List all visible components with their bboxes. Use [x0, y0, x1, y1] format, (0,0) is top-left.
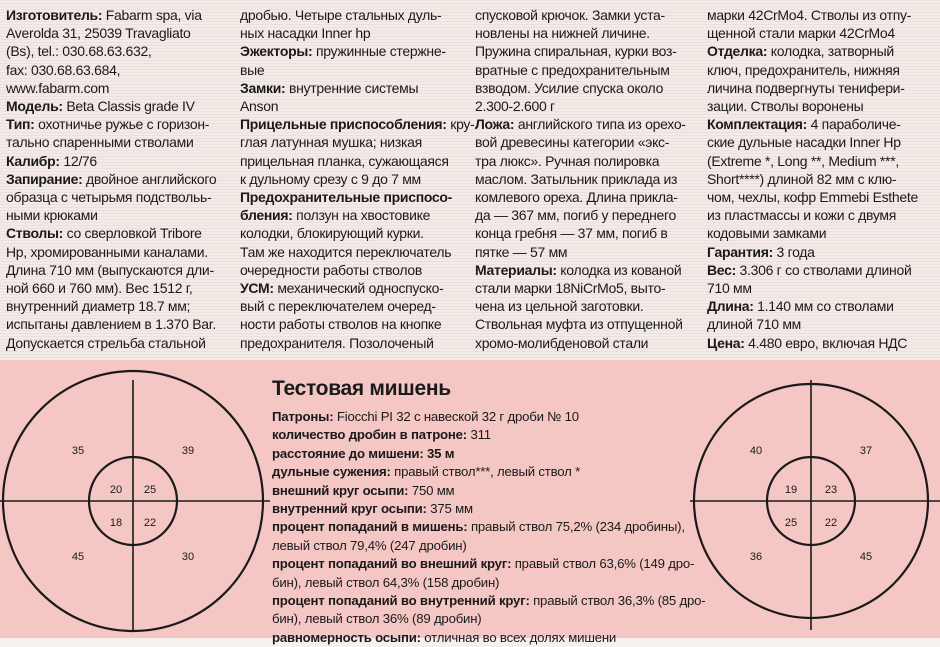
spec-line-text: 4.480 евро, включая НДС	[744, 334, 908, 351]
spec-line-label: Отделка:	[707, 43, 768, 60]
spec-line-text: Hp, хромированными каналами.	[6, 243, 208, 260]
spec-line	[707, 170, 935, 188]
spec-line-text: дробью. Четыре стальных дуль-	[240, 7, 442, 23]
spec-line	[707, 243, 935, 261]
spec-line	[6, 152, 234, 170]
spec-line-label: Материалы:	[475, 261, 557, 278]
spec-line	[6, 297, 234, 315]
spec-line-text: внутренние системы	[285, 79, 419, 96]
test-result-line	[272, 463, 692, 481]
spec-line-text: чом, чехлы, кофр Emmebi Esthete	[707, 189, 918, 206]
spec-line-text: длиной 710 мм	[707, 316, 801, 333]
right-target-diagram	[690, 380, 940, 635]
test-result-line-text: 311	[467, 427, 491, 443]
spec-line-text: кру-	[446, 116, 475, 133]
spec-line-label: УСМ:	[240, 280, 274, 297]
test-result-line	[272, 482, 692, 500]
spec-line	[707, 297, 935, 315]
spec-line-text: зации. Стволы воронены	[707, 98, 864, 115]
test-result-line	[272, 426, 692, 444]
spec-line-label: Предохранительные приспосо-	[240, 189, 453, 206]
test-result-line	[272, 500, 692, 518]
spec-line	[475, 24, 701, 42]
test-result-line-text: Fiocchi PI 32 с навеской 32 г дроби № 10	[333, 409, 579, 424]
spec-line	[6, 224, 234, 242]
spec-line	[240, 6, 468, 24]
spec-line	[707, 334, 935, 352]
spec-column-2	[240, 6, 475, 352]
spec-line-text: глая латунная мушка; низкая	[240, 134, 422, 151]
left-target-inner-br: 22	[143, 517, 157, 529]
spec-line-text: Пружина спиральная, курки воз-	[475, 43, 677, 60]
spec-line-text: Ствольная муфта из отпущенной	[475, 316, 683, 333]
spec-line-text: (Extreme *, Long **, Medium ***,	[707, 152, 899, 169]
spec-line	[6, 188, 234, 206]
test-result-line-label: расстояние до мишени: 35 м	[272, 445, 455, 461]
left-target-outer-bl: 45	[71, 551, 85, 563]
test-result-line	[272, 537, 692, 555]
spec-line-text: fax: 030.68.63.684,	[6, 61, 121, 78]
spec-line-text: 1.140 мм со стволами	[753, 298, 894, 315]
spec-line	[475, 188, 701, 206]
test-result-line-label: Патроны:	[272, 409, 334, 424]
spec-line-text: чена из цельной заготовки.	[475, 298, 644, 315]
spec-line	[6, 79, 234, 97]
spec-line-text: вой древесины категории «экс-	[475, 134, 670, 151]
spec-line-label: Гарантия:	[707, 243, 773, 260]
test-result-line	[272, 574, 692, 592]
spec-line-text: ские дульные насадки Inner Hp	[707, 134, 901, 151]
spec-line	[240, 243, 468, 261]
right-target-outer-tl: 40	[749, 445, 763, 457]
spec-line	[707, 61, 935, 79]
spec-line	[475, 97, 701, 115]
left-target-inner-bl: 18	[109, 517, 123, 529]
spec-line	[6, 279, 234, 297]
test-result-line-label: равномерность осыпи:	[272, 629, 421, 645]
test-result-line	[272, 592, 706, 610]
test-result-line	[272, 408, 692, 426]
spec-line-label: Тип:	[6, 116, 35, 133]
spec-line	[475, 170, 701, 188]
spec-line	[707, 6, 935, 24]
test-result-line-text: правый ствол 36,3% (85 дро-	[529, 593, 706, 609]
spec-line-text: личина подвергнуты тенифери-	[707, 79, 905, 96]
spec-line	[240, 279, 468, 297]
spec-line	[475, 115, 701, 133]
spec-line-text: Beta Classis grade IV	[62, 98, 195, 115]
spec-line-text: 3.306 г со стволами длиной	[735, 261, 912, 278]
spec-line-text: маслом. Затыльник приклада из	[475, 170, 678, 187]
spec-line-text: новлены на нижней личине.	[475, 25, 650, 42]
spec-line-label: Ложа:	[475, 116, 515, 133]
spec-line-text: 4 параболиче-	[807, 116, 901, 133]
test-results-list	[272, 408, 706, 647]
spec-line-text: тально спаренными стволами	[6, 134, 194, 151]
spec-line-text: стали марки 18NiCrMo5, выто-	[475, 280, 666, 297]
test-result-line-text: 375 мм	[426, 501, 473, 517]
spec-line	[475, 6, 701, 24]
spec-line-text: взводом. Усилие спуска около	[475, 79, 664, 96]
spec-line	[475, 61, 701, 79]
spec-line-label: Длина:	[707, 298, 754, 315]
spec-line	[475, 79, 701, 97]
spec-line	[707, 79, 935, 97]
test-result-line-text: бин), левый ствол 36% (89 дробин)	[272, 611, 482, 627]
spec-line-label: Модель:	[6, 98, 63, 115]
spec-line	[240, 61, 468, 79]
right-target-outer-br: 45	[859, 551, 873, 563]
spec-line	[240, 152, 468, 170]
spec-line-text: Допускается стрельба стальной	[6, 334, 206, 351]
spec-line	[6, 334, 234, 352]
spec-line	[6, 261, 234, 279]
spec-line-text: вый с переключателем очеред-	[240, 298, 436, 315]
spec-line-text: Там же находится переключатель	[240, 243, 452, 260]
spec-line	[707, 97, 935, 115]
spec-column-1	[6, 6, 234, 352]
spec-line-text: колодка, затворный	[767, 43, 894, 60]
spec-line-text: щенной стали марки 42CrMo4	[707, 25, 895, 42]
spec-line	[475, 243, 701, 261]
spec-line	[6, 61, 234, 79]
spec-line	[707, 315, 935, 333]
spec-line-text: механический односпуско-	[273, 280, 444, 297]
spec-column-3	[475, 6, 701, 352]
test-result-line	[272, 518, 692, 536]
test-result-line-label: внутренний круг осыпи:	[272, 501, 427, 517]
spec-line	[240, 97, 468, 115]
spec-line	[707, 42, 935, 60]
spec-line-text: пружинные стержне-	[312, 43, 446, 60]
spec-line	[240, 297, 468, 315]
spec-line	[240, 334, 468, 352]
spec-line	[707, 279, 935, 297]
spec-line-text: английского типа из орехо-	[514, 116, 686, 133]
spec-line-label: Прицельные приспособления:	[240, 116, 447, 133]
test-result-line-text: 750 мм	[408, 482, 455, 498]
spec-line-label: Цена:	[707, 334, 745, 351]
right-target-inner-tl: 19	[784, 484, 798, 496]
test-result-line-label: процент попаданий во внутренний круг:	[272, 593, 530, 609]
spec-line-text: из пластмассы и кожи с двумя	[707, 207, 896, 224]
spec-line	[6, 206, 234, 224]
spec-line-text: со сверловкой Tribore	[63, 225, 202, 242]
spec-line	[6, 42, 234, 60]
spec-line-text: внутренний диаметр 18.7 мм;	[6, 298, 191, 315]
spec-line	[707, 133, 935, 151]
spec-line-label: Запирание:	[6, 170, 83, 187]
spec-line	[707, 224, 935, 242]
test-result-line-label: внешний круг осыпи:	[272, 482, 409, 498]
test-result-line-text: бин), левый ствол 64,3% (158 дробин)	[272, 574, 500, 590]
spec-line	[240, 170, 468, 188]
spec-line-text: www.fabarm.com	[6, 79, 110, 96]
spec-line-text: тра люкс». Ручная полировка	[475, 152, 660, 169]
right-target-outer-tr: 37	[859, 445, 873, 457]
spec-line-text: Длина 710 мм (выпускаются дли-	[6, 261, 214, 278]
spec-line-text: хромо-молибденовой стали	[475, 334, 649, 351]
spec-line-text: к дульному срезу с 9 до 7 мм	[240, 170, 421, 187]
spec-line-text: испытаны давлением в 1.370 Bar.	[6, 316, 216, 333]
spec-line	[475, 133, 701, 151]
right-target-inner-bl: 25	[784, 517, 798, 529]
spec-line-text: да — 367 мм, погиб у переднего	[475, 207, 677, 224]
spec-line-text: колодки, блокирующий курки.	[240, 225, 424, 242]
spec-line-label: Калибр:	[6, 152, 60, 169]
test-result-line-label: дульные сужения:	[272, 464, 391, 480]
spec-line-text: охотничье ружье с горизон-	[34, 116, 210, 133]
spec-line-text: комлевого ореха. Длина прикла-	[475, 189, 678, 206]
spec-line	[240, 261, 468, 279]
spec-line-text: 710 мм	[707, 280, 752, 297]
spec-line-text: ключ, предохранитель, нижняя	[707, 61, 900, 78]
spec-line-text: 2.300-2.600 г	[475, 98, 555, 115]
spec-line-text: Fabarm spa, via	[102, 7, 202, 23]
spec-line-label: Комплектация:	[707, 116, 808, 133]
spec-line	[707, 115, 935, 133]
spec-line-text: образца с четырьмя подствольь-	[6, 189, 212, 206]
spec-line	[240, 42, 468, 60]
spec-line-text: Short****) длиной 82 мм с клю-	[707, 170, 897, 187]
left-target-inner-tl: 20	[109, 484, 123, 496]
test-result-line-label: количество дробин в патроне:	[272, 427, 467, 443]
spec-line	[707, 188, 935, 206]
spec-line-label: бления:	[240, 207, 293, 224]
spec-line	[240, 315, 468, 333]
spec-line	[475, 152, 701, 170]
spec-line-text: предохранителя. Позолоченый	[240, 334, 434, 351]
spec-line-text: вые	[240, 61, 265, 78]
spec-line-text: ной 660 и 760 мм). Вес 1512 г,	[6, 280, 193, 297]
spec-line-text: двойное английского	[82, 170, 217, 187]
spec-line-label: Изготовитель:	[6, 7, 103, 23]
left-target-inner-tr: 25	[143, 484, 157, 496]
test-result-line-label: процент попаданий во внешний круг:	[272, 556, 512, 572]
spec-line-label: Замки:	[240, 79, 286, 96]
spec-line	[475, 42, 701, 60]
spec-line	[707, 24, 935, 42]
spec-line-text: очередности работы стволов	[240, 261, 422, 278]
test-result-line-text: правый ствол 75,2% (234 дробины),	[467, 519, 685, 535]
left-target-diagram	[0, 380, 270, 635]
spec-line	[240, 188, 468, 206]
right-target-inner-tr: 23	[824, 484, 838, 496]
spec-line	[6, 133, 234, 151]
left-target-outer-tl: 35	[71, 445, 85, 457]
spec-line	[240, 79, 468, 97]
left-target-outer-br: 30	[181, 551, 195, 563]
spec-line	[475, 315, 701, 333]
spec-line-label: Вес:	[707, 261, 736, 278]
spec-line-text: ных насадки Inner hp	[240, 25, 371, 42]
spec-line	[475, 297, 701, 315]
spec-line-text: ными крюками	[6, 207, 98, 224]
spec-line	[707, 152, 935, 170]
spec-line-text: прицельная планка, сужающаяся	[240, 152, 449, 169]
test-target-title: Тестовая мишень	[272, 377, 451, 400]
spec-line	[6, 97, 234, 115]
spec-line	[475, 279, 701, 297]
test-result-line	[272, 445, 692, 463]
left-target-outer-tr: 39	[181, 445, 195, 457]
spec-line-text: спусковой крючок. Замки уста-	[475, 7, 665, 23]
test-result-line-text: правый ствол***, левый ствол *	[390, 464, 581, 480]
spec-line-text: кодовыми замками	[707, 225, 827, 242]
spec-line	[6, 243, 234, 261]
spec-line	[6, 24, 234, 42]
spec-line-label: Эжекторы:	[240, 43, 313, 60]
spec-line	[707, 206, 935, 224]
spec-line-text: Averolda 31, 25039 Travagliato	[6, 25, 191, 42]
spec-line-label: Стволы:	[6, 225, 64, 242]
test-result-line	[272, 629, 692, 647]
spec-line	[240, 115, 475, 133]
test-result-line-text: правый ствол 63,6% (149 дро-	[511, 556, 695, 572]
spec-line-text: (Bs), tel.: 030.68.63.632,	[6, 43, 152, 60]
spec-line	[6, 115, 234, 133]
spec-line-text: 3 года	[772, 243, 815, 260]
spec-line-text: Anson	[240, 98, 279, 115]
spec-line-text: ности работы стволов на кнопке	[240, 316, 442, 333]
spec-line	[475, 224, 701, 242]
right-target-outer-bl: 36	[749, 551, 763, 563]
spec-line	[240, 133, 468, 151]
spec-line	[240, 224, 468, 242]
spec-line	[6, 6, 234, 24]
spec-line	[475, 261, 701, 279]
test-result-line-text: отличная во всех долях мишени	[420, 629, 617, 645]
spec-line-text: марки 42CrMo4. Стволы из отпу-	[707, 7, 912, 23]
test-result-line	[272, 610, 692, 628]
spec-line-text: конца гребня — 37 мм, погиб в	[475, 225, 668, 242]
test-result-line	[272, 555, 695, 573]
test-result-line-text: левый ствол 79,4% (247 дробин)	[272, 537, 467, 553]
spec-line-text: вратные с предохранительным	[475, 61, 670, 78]
test-result-line-label: процент попаданий в мишень:	[272, 519, 468, 535]
spec-line-text: 12/76	[59, 152, 97, 169]
spec-line-text: ползун на хвостовике	[292, 207, 431, 224]
spec-line	[6, 315, 234, 333]
spec-column-4	[707, 6, 935, 352]
spec-line-text: пятке — 57 мм	[475, 243, 568, 260]
spec-line	[240, 206, 468, 224]
right-target-inner-br: 22	[824, 517, 838, 529]
spec-line	[707, 261, 935, 279]
spec-line-text: колодка из кованой	[556, 261, 682, 278]
spec-line	[6, 170, 234, 188]
spec-line	[475, 334, 701, 352]
spec-line	[475, 206, 701, 224]
spec-line	[240, 24, 468, 42]
